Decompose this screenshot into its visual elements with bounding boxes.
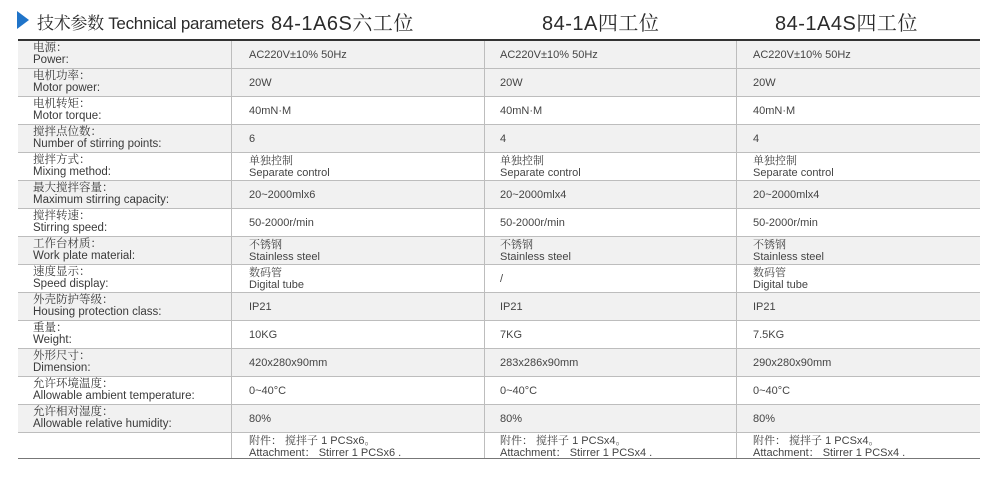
value-cell [737, 97, 980, 124]
table-row [18, 405, 980, 433]
value-cell [737, 293, 980, 320]
model-heading-2: 84-1A四工位 [542, 13, 660, 35]
value-text: 80% [753, 413, 776, 425]
value-cell [485, 97, 737, 124]
value-cell [232, 433, 485, 458]
value-text-cn: 数码管 [249, 267, 282, 279]
value-cell [737, 209, 980, 236]
value-cell [232, 125, 485, 152]
value-cell [737, 377, 980, 404]
label-en: Weight: [33, 334, 72, 346]
value-text-en: Digital tube [249, 279, 305, 291]
value-cell [485, 209, 737, 236]
value-cell [737, 69, 980, 96]
row-label [18, 181, 232, 208]
model-heading-3: 84-1A4S四工位 [775, 13, 918, 35]
value-cell [232, 237, 485, 264]
value-cell [485, 433, 737, 458]
label-cn: 搅拌转速： [33, 210, 91, 222]
value-text: 80% [500, 413, 523, 425]
value-text: AC220V±10% 50Hz [249, 49, 347, 61]
label-cn: 外形尺寸： [33, 350, 91, 362]
value-text: 0~40°C [500, 385, 538, 397]
table-row [18, 433, 980, 459]
section-title: 技术参数 Technical parameters [37, 14, 264, 33]
value-text: 20~2000mlx6 [249, 189, 316, 201]
label-en: Work plate material: [33, 250, 136, 262]
value-text-en: Digital tube [753, 279, 809, 291]
table-row [18, 97, 980, 125]
value-text: 283x286x90mm [500, 357, 579, 369]
value-text: 4 [753, 133, 760, 145]
label-cn: 允许环境温度： [33, 378, 114, 390]
label-cn: 最大搅拌容量： [33, 182, 114, 194]
value-cell [485, 265, 737, 292]
value-cell [737, 433, 980, 458]
value-text: 50-2000r/min [500, 217, 565, 229]
label-en: Maximum stirring capacity: [33, 194, 170, 206]
value-cell [485, 125, 737, 152]
value-text-en: Stainless steel [249, 251, 320, 263]
value-text: 20W [500, 77, 523, 89]
label-cn: 允许相对湿度： [33, 406, 114, 418]
table-row [18, 293, 980, 321]
row-label [18, 97, 232, 124]
value-text-cn: 不锈钢 [500, 239, 533, 251]
label-cn: 搅拌点位数： [33, 126, 102, 138]
row-label [18, 237, 232, 264]
value-text-cn: 附件： 搅拌子 1 PCSx4。 [500, 435, 627, 447]
value-cell [737, 41, 980, 68]
value-text: 4 [500, 133, 507, 145]
label-cn: 重量： [33, 322, 68, 334]
value-text-en: Attachment： Stirrer 1 PCSx4 . [500, 447, 653, 459]
value-text: 20~2000mlx4 [753, 189, 820, 201]
value-text-cn: 单独控制 [753, 155, 797, 167]
value-text: 20W [249, 77, 272, 89]
value-text-en: Stainless steel [500, 251, 571, 263]
value-cell [737, 237, 980, 264]
value-text: 50-2000r/min [249, 217, 314, 229]
table-row [18, 181, 980, 209]
row-label [18, 125, 232, 152]
row-label [18, 209, 232, 236]
value-cell [485, 237, 737, 264]
value-text-cn: 单独控制 [500, 155, 544, 167]
value-cell [485, 377, 737, 404]
table-row [18, 377, 980, 405]
value-cell [232, 181, 485, 208]
value-cell [232, 41, 485, 68]
value-cell [232, 377, 485, 404]
value-cell [485, 405, 737, 432]
label-en: Motor torque: [33, 110, 102, 122]
value-cell [485, 153, 737, 180]
row-label [18, 153, 232, 180]
value-text: 7KG [500, 329, 523, 341]
value-text-cn: 不锈钢 [249, 239, 282, 251]
value-text: 40mN·M [753, 105, 796, 117]
label-en: Allowable relative humidity: [33, 418, 172, 430]
label-cn: 外壳防护等级： [33, 294, 114, 306]
value-cell [232, 321, 485, 348]
value-cell [485, 293, 737, 320]
value-text: 20~2000mlx4 [500, 189, 567, 201]
value-text: 420x280x90mm [249, 357, 328, 369]
value-text: 40mN·M [500, 105, 543, 117]
label-cn: 电机转矩： [33, 98, 91, 110]
value-text: 0~40°C [753, 385, 791, 397]
value-text: 40mN·M [249, 105, 292, 117]
row-label [18, 377, 232, 404]
value-text: 80% [249, 413, 272, 425]
value-cell [232, 209, 485, 236]
value-cell [232, 69, 485, 96]
value-text-cn: 数码管 [753, 267, 786, 279]
value-cell [232, 405, 485, 432]
value-text: 50-2000r/min [753, 217, 818, 229]
value-text-en: Separate control [500, 167, 581, 179]
value-cell [737, 321, 980, 348]
value-text-en: Separate control [753, 167, 834, 179]
table-row [18, 125, 980, 153]
value-text: 20W [753, 77, 776, 89]
value-text-en: Attachment： Stirrer 1 PCSx4 . [753, 447, 906, 459]
value-cell [737, 181, 980, 208]
value-text-cn: 不锈钢 [753, 239, 786, 251]
value-cell [737, 125, 980, 152]
value-cell [232, 265, 485, 292]
value-text: 7.5KG [753, 329, 785, 341]
table-row [18, 69, 980, 97]
value-text: IP21 [249, 301, 272, 313]
table-header [0, 0, 1000, 40]
value-text: 0~40°C [249, 385, 287, 397]
value-cell [485, 181, 737, 208]
value-cell [737, 405, 980, 432]
label-cn: 搅拌方式： [33, 154, 91, 166]
value-cell [232, 293, 485, 320]
value-cell [232, 97, 485, 124]
value-cell [485, 69, 737, 96]
value-text-en: Separate control [249, 167, 330, 179]
value-cell [737, 265, 980, 292]
value-text-cn: 单独控制 [249, 155, 293, 167]
row-label [18, 405, 232, 432]
label-cn: 电机功率： [33, 70, 91, 82]
value-text: 290x280x90mm [753, 357, 832, 369]
table-row [18, 321, 980, 349]
label-en: Dimension: [33, 362, 91, 374]
value-text: 6 [249, 133, 256, 145]
value-cell [737, 349, 980, 376]
label-en: Number of stirring points: [33, 138, 162, 150]
value-text-cn: 附件： 搅拌子 1 PCSx4。 [753, 435, 880, 447]
value-text-cn: / [500, 273, 504, 285]
value-text: IP21 [753, 301, 776, 313]
label-cn: 工作台材质： [33, 238, 102, 250]
value-cell [485, 349, 737, 376]
value-text: 10KG [249, 329, 278, 341]
row-label [18, 293, 232, 320]
model-heading-1: 84-1A6S六工位 [271, 13, 414, 35]
label-cn: 电源： [33, 42, 68, 54]
row-label [18, 321, 232, 348]
table-row [18, 41, 980, 69]
label-en: Stirring speed: [33, 222, 108, 234]
row-label [18, 349, 232, 376]
value-text-en: Stainless steel [753, 251, 824, 263]
spec-table [18, 39, 980, 459]
row-label [18, 69, 232, 96]
triangle-bullet-icon [17, 11, 29, 29]
value-cell [485, 321, 737, 348]
row-label [18, 433, 232, 458]
row-label [18, 41, 232, 68]
value-text-en: Attachment： Stirrer 1 PCSx6 . [249, 447, 402, 459]
table-row [18, 237, 980, 265]
label-en: Motor power: [33, 82, 101, 94]
value-cell [232, 349, 485, 376]
row-label [18, 265, 232, 292]
table-row [18, 209, 980, 237]
label-en: Mixing method: [33, 166, 111, 178]
value-cell [485, 41, 737, 68]
table-row [18, 153, 980, 181]
label-en: Speed display: [33, 278, 109, 290]
value-text: AC220V±10% 50Hz [753, 49, 851, 61]
label-en: Housing protection class: [33, 306, 162, 318]
value-cell [737, 153, 980, 180]
value-text-cn: 附件： 搅拌子 1 PCSx6。 [249, 435, 376, 447]
label-cn: 速度显示： [33, 266, 91, 278]
table-row [18, 265, 980, 293]
value-text: AC220V±10% 50Hz [500, 49, 598, 61]
label-en: Power: [33, 54, 69, 66]
value-cell [232, 153, 485, 180]
table-row [18, 349, 980, 377]
value-text: IP21 [500, 301, 523, 313]
label-en: Allowable ambient temperature: [33, 390, 195, 402]
